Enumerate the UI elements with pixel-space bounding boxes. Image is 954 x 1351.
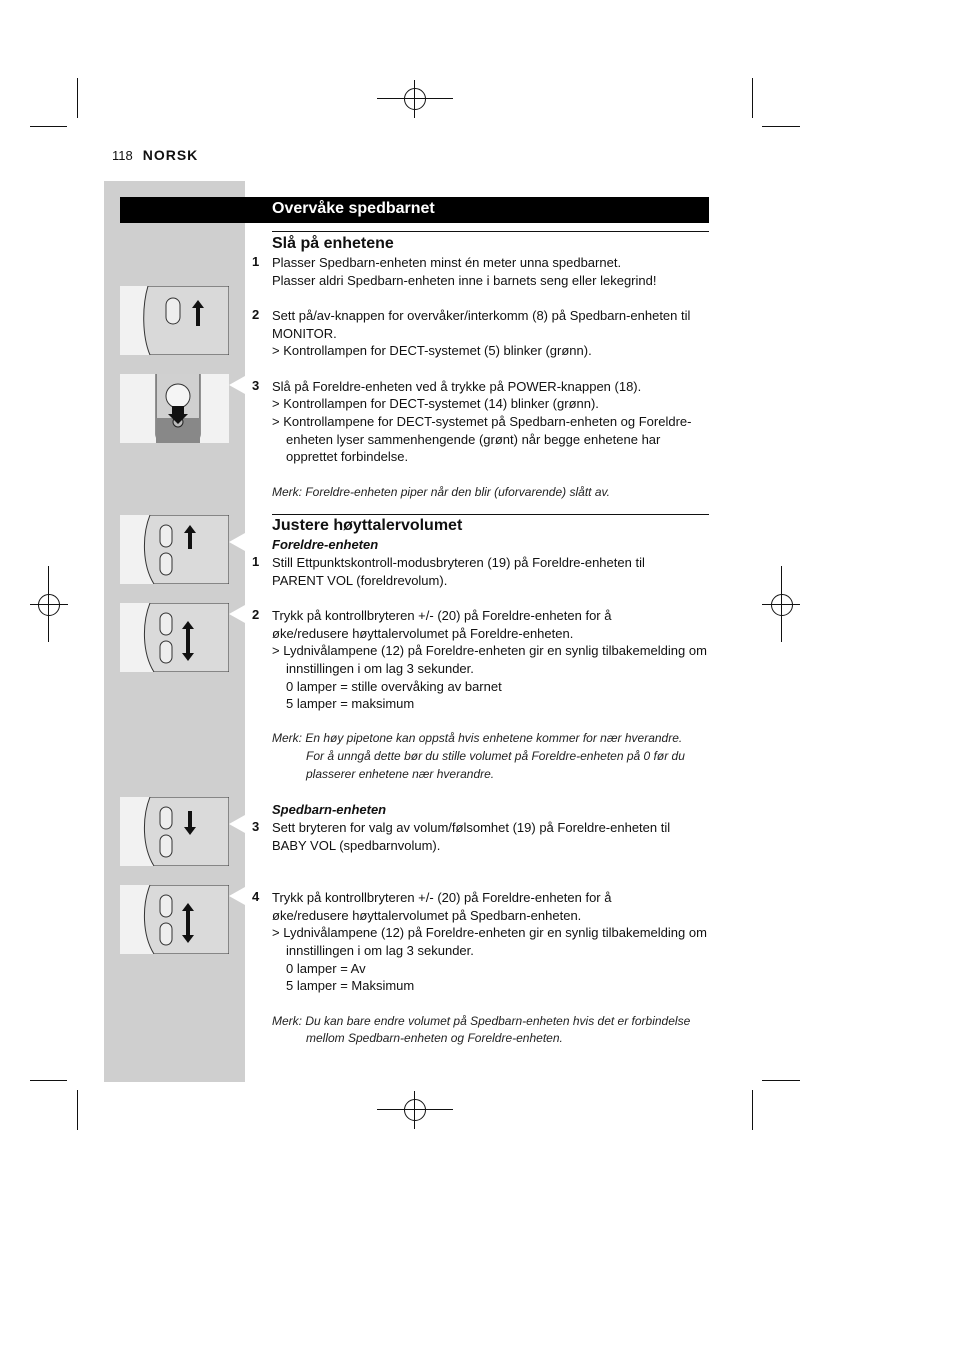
page-header (112, 147, 198, 163)
crop-mark (752, 78, 753, 118)
illustration-parent-unit-power (120, 374, 229, 443)
subheading: Foreldre-enheten (272, 537, 379, 552)
step-text: Trykk på kontrollbryteren +/- (20) på Foreldre-enheten for å (272, 890, 612, 905)
step-result: enheten lyser sammenhengende (grønt) når begge enhetene har (286, 432, 661, 447)
pointer-arrow (229, 887, 245, 905)
step-result: > Kontrollampen for DECT-systemet (5) blinker (grønn). (272, 343, 592, 358)
step-result: > Lydnivålampene (12) på Foreldre-enheten gir en synlig tilbakemelding om (272, 643, 707, 658)
registration-mark (38, 594, 60, 616)
illustration-baby-volume-switch (120, 885, 229, 954)
registration-mark (404, 88, 426, 110)
crop-mark (762, 1080, 800, 1081)
crop-mark (762, 126, 800, 127)
step-text: PARENT VOL (foreldrevolum). (272, 573, 448, 588)
crop-mark (30, 1080, 67, 1081)
step-text: Sett på/av-knappen for overvåker/interkomm (8) på Spedbarn-enheten til (272, 308, 691, 323)
note: plasserer enhetene nær hverandre. (306, 767, 495, 781)
step-number: 3 (252, 819, 260, 834)
section-heading: Justere høyttalervolumet (272, 517, 463, 534)
step-result: > Kontrollampen for DECT-systemet (14) blinker (grønn). (272, 396, 599, 411)
illustration-baby-mode-switch (120, 797, 229, 866)
note: For å unngå dette bør du stille volumet på Foreldre-enheten på 0 før du (306, 749, 685, 763)
step-text: Slå på Foreldre-enheten ved å trykke på POWER-knappen (18). (272, 379, 642, 394)
step-text: øke/redusere høyttalervolumet på Foreldre-enheten. (272, 626, 574, 641)
step-number: 1 (252, 554, 260, 569)
step-text: Still Ettpunktskontroll-modusbryteren (19) på Foreldre-enheten til (272, 555, 645, 570)
registration-mark (771, 594, 793, 616)
crop-mark (77, 78, 78, 118)
note: Merk: En høy pipetone kan oppstå hvis enhetene kommer for nær hverandre. (272, 731, 683, 745)
note: Merk: Foreldre-enheten piper når den blir (uforvarende) slått av. (272, 485, 610, 499)
step-result: 5 lamper = Maksimum (286, 978, 415, 993)
section-divider (272, 514, 709, 515)
page-number: 118 (112, 148, 133, 163)
step-result: innstillingen i om lag 3 sekunder. (286, 661, 474, 676)
step-number: 2 (252, 607, 260, 622)
section-heading: Slå på enhetene (272, 235, 394, 252)
step-result: > Kontrollampene for DECT-systemet på Spedbarn-enheten og Foreldre- (272, 414, 692, 429)
language-label: NORSK (142, 147, 199, 163)
page-title: Overvåke spedbarnet (272, 200, 435, 217)
pointer-arrow (229, 376, 245, 394)
pointer-arrow (229, 815, 245, 833)
illustration-parent-volume-switch (120, 603, 229, 672)
step-text: Trykk på kontrollbryteren +/- (20) på Foreldre-enheten for å (272, 608, 612, 623)
step-text: øke/redusere høyttalervolumet på Spedbarn-enheten. (272, 908, 582, 923)
step-text: Plasser aldri Spedbarn-enheten inne i barnets seng eller lekegrind! (272, 273, 657, 288)
step-result: innstillingen i om lag 3 sekunder. (286, 943, 474, 958)
section-divider (272, 231, 709, 232)
note: mellom Spedbarn-enheten og Foreldre-enheten. (306, 1031, 563, 1045)
pointer-arrow (229, 533, 245, 551)
title-bar (120, 197, 709, 223)
step-number: 2 (252, 307, 260, 322)
illustration-baby-unit-switch (120, 286, 229, 355)
step-number: 1 (252, 254, 260, 269)
step-text: BABY VOL (spedbarnvolum). (272, 838, 441, 853)
registration-mark (404, 1099, 426, 1121)
step-text: Sett bryteren for valg av volum/følsomhet (19) på Foreldre-enheten til (272, 820, 671, 835)
step-text: Plasser Spedbarn-enheten minst én meter unna spedbarnet. (272, 255, 622, 270)
pointer-arrow (229, 605, 245, 623)
step-result: opprettet forbindelse. (286, 449, 409, 464)
step-number: 3 (252, 378, 260, 393)
step-text: MONITOR. (272, 326, 337, 341)
step-result: 0 lamper = Av (286, 961, 366, 976)
crop-mark (752, 1090, 753, 1130)
subheading: Spedbarn-enheten (272, 802, 387, 817)
step-result: 5 lamper = maksimum (286, 696, 415, 711)
crop-mark (77, 1090, 78, 1130)
step-number: 4 (252, 889, 260, 904)
step-result: 0 lamper = stille overvåking av barnet (286, 679, 502, 694)
step-result: > Lydnivålampene (12) på Foreldre-enheten gir en synlig tilbakemelding om (272, 925, 707, 940)
note: Merk: Du kan bare endre volumet på Spedbarn-enheten hvis det er forbindelse (272, 1014, 691, 1028)
crop-mark (30, 126, 67, 127)
illustration-parent-mode-switch (120, 515, 229, 584)
